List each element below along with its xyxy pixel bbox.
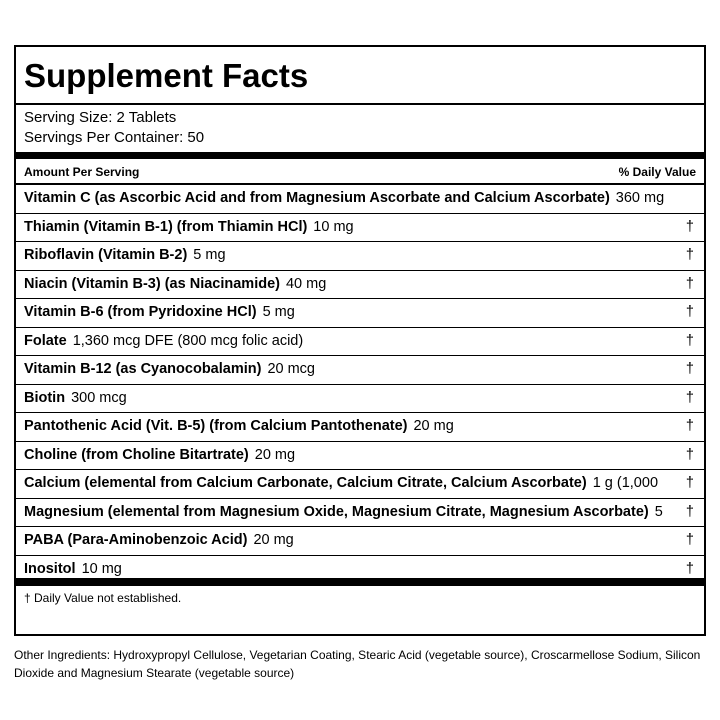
daily-value-mark: † [685,332,694,349]
nutrient-text [24,499,663,527]
nutrient-name: Magnesium (elemental from Magnesium Oxide, Magnesium Citrate, Magnesium Ascorbate) [24,503,649,520]
nutrient-text [24,413,454,441]
nutrient-name: Choline (from Choline Bitartrate) [24,446,249,463]
nutrient-amount: 5 mg [193,247,226,263]
daily-value-mark: † [685,275,694,292]
nutrient-name: Vitamin C (as Ascorbic Acid and from Magnesium Ascorbate and Calcium Ascorbate) [24,190,610,206]
daily-value-mark: † [685,389,694,406]
nutrient-text [24,356,315,384]
daily-value-mark: † [685,218,694,235]
nutrient-amount: 20 mg [254,446,296,463]
nutrient-name: Vitamin B-6 (from Pyridoxine HCl) [24,304,257,320]
nutrient-text [24,214,354,242]
daily-value-mark: † [685,304,694,320]
nutrient-row [16,527,704,556]
nutrient-amount: 5 mg [262,304,295,320]
nutrient-text [24,242,226,270]
nutrient-row [16,242,704,271]
nutrient-name: Vitamin B-12 (as Cyanocobalamin) [24,361,262,377]
nutrient-row [16,413,704,442]
nutrient-text [24,442,295,470]
nutrient-text [24,470,658,498]
nutrient-name: Calcium (elemental from Calcium Carbonate, Calcium Citrate, Calcium Ascorbate) [24,475,587,491]
supplement-facts-panel [14,45,706,636]
nutrient-amount: 1,360 mcg DFE (800 mcg folic acid) [72,332,304,349]
daily-value-mark: † [685,247,694,263]
nutrient-name: Inositol [24,560,76,577]
nutrient-amount: 300 mcg [71,389,127,406]
nutrient-text [24,185,664,213]
nutrient-amount: 40 mg [285,275,327,292]
nutrient-name: Biotin [24,389,66,406]
daily-value-mark: † [685,560,694,577]
nutrient-name: Thiamin (Vitamin B-1) (from Thiamin HCl) [24,218,308,235]
nutrient-amount: 20 mg [413,418,454,434]
nutrient-row [16,271,704,300]
nutrient-name: Pantothenic Acid (Vit. B-5) (from Calcium Pantothenate) [24,418,408,434]
amount-per-serving-header: Amount Per Serving [24,165,140,179]
nutrient-row [16,185,704,214]
daily-value-header: % Daily Value [618,165,696,179]
nutrient-row [16,299,704,328]
nutrient-name: Riboflavin (Vitamin B-2) [24,247,188,263]
nutrient-text [24,385,127,413]
nutrient-text [24,527,294,555]
nutrient-name: PABA (Para-Aminobenzoic Acid) [24,532,248,548]
serving-size: Serving Size: 2 Tablets [24,109,177,126]
nutrient-amount: 20 mg [253,532,294,548]
daily-value-mark: † [685,361,694,377]
footer-divider [16,578,704,586]
daily-value-mark: † [685,446,694,463]
nutrient-row [16,442,704,471]
nutrient-amount: 360 mg [615,190,665,206]
daily-value-mark: † [685,503,694,520]
daily-value-mark: † [685,475,694,491]
nutrient-name: Niacin (Vitamin B-3) (as Niacinamide) [24,275,280,292]
nutrient-row [16,214,704,243]
nutrient-row [16,499,704,528]
nutrient-amount: 20 mcg [267,361,315,377]
nutrient-row [16,356,704,385]
panel-title: Supplement Facts [24,57,309,94]
nutrient-amount: 5 [654,503,663,520]
column-header-row [16,159,704,185]
servings-per-container: Servings Per Container: 50 [24,129,205,146]
nutrient-text [24,271,326,299]
nutrient-row [16,385,704,414]
daily-value-mark: † [685,418,694,434]
footnote: † Daily Value not established. [24,591,182,605]
other-ingredients: Other Ingredients: Hydroxypropyl Cellulose, Vegetarian Coating, Stearic Acid (vegetable source), Croscarmellose Sodium, Silicon Dioxide and Magnesium Stearate (vegetable source) [14,648,701,680]
serving-divider [16,152,704,159]
nutrient-row [16,470,704,499]
nutrient-text [24,299,295,327]
nutrient-list [16,185,704,584]
nutrient-name: Folate [24,332,67,349]
nutrient-amount: 10 mg [81,560,122,577]
nutrient-row [16,328,704,357]
title-divider [16,103,704,105]
nutrient-amount: 10 mg [313,218,354,235]
daily-value-mark: † [685,532,694,548]
nutrient-amount: 1 g (1,000 [592,475,659,491]
nutrient-text [24,328,303,356]
